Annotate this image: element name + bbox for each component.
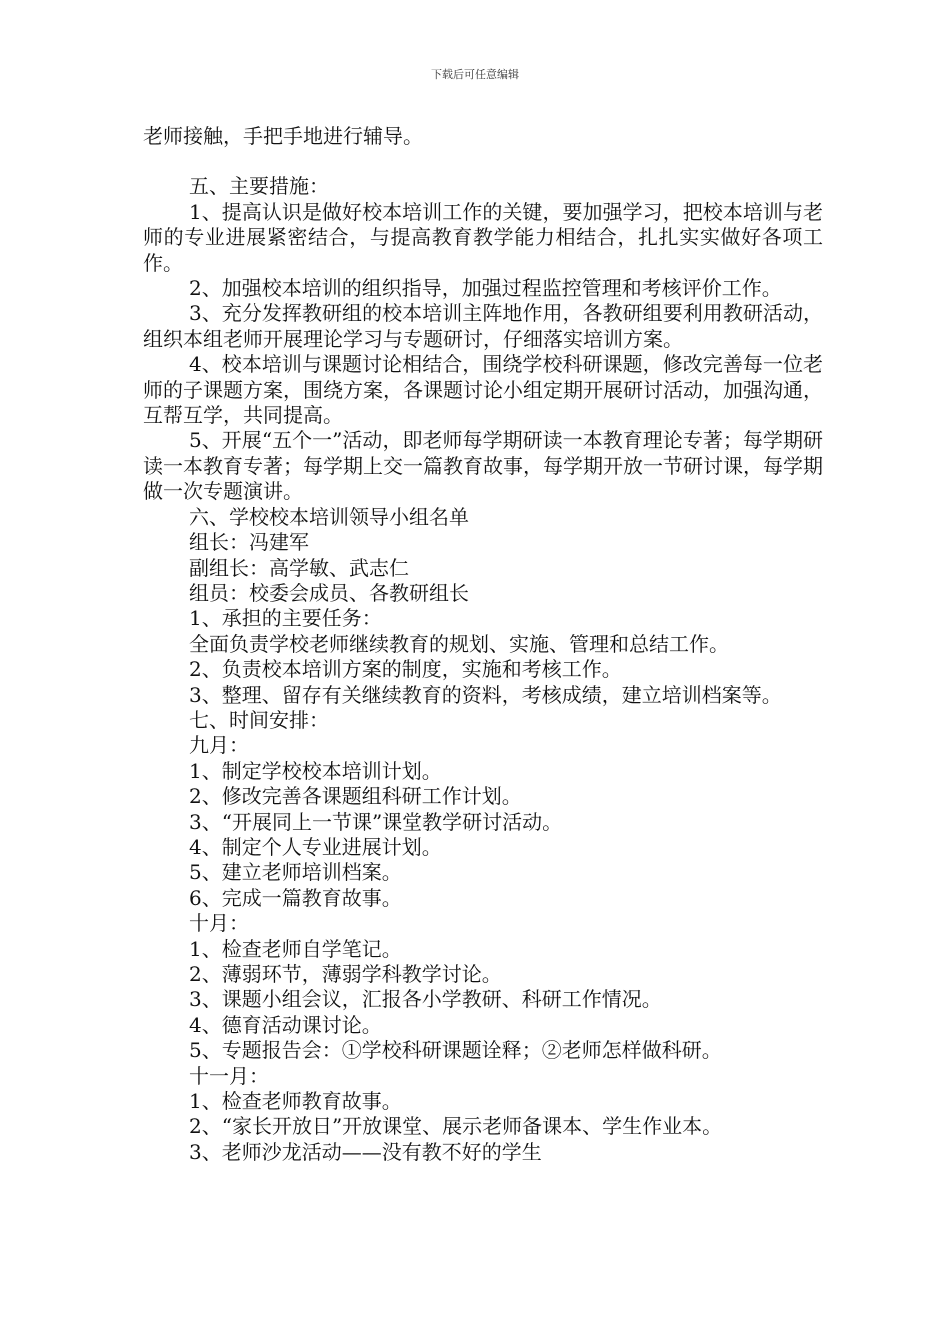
schedule-item: 6、完成一篇教育故事。 [189, 885, 402, 910]
schedule-item: 2、“家长开放日”开放课堂、展示老师备课本、学生作业本。 [189, 1114, 723, 1139]
schedule-item: 3、课题小组会议，汇报各小学教研、科研工作情况。 [189, 987, 662, 1012]
group-members: 组员：校委会成员、各教研组长 [189, 580, 469, 605]
schedule-item: 4、德育活动课讨论。 [189, 1012, 382, 1037]
group-vice-leader: 副组长：高学敏、武志仁 [189, 555, 409, 580]
continuation-paragraph: 老师接触，手把手地进行辅导。 [143, 124, 423, 148]
schedule-item: 5、建立老师培训档案。 [189, 860, 402, 885]
schedule-item: 2、薄弱环节，薄弱学科教学讨论。 [189, 962, 502, 986]
paragraph-gap [143, 149, 823, 174]
page-header: 下载后可任意编辑 [431, 68, 519, 81]
duty-item: 3、整理、留存有关继续教育的资料，考核成绩，建立培训档案等。 [189, 682, 782, 707]
document-body [143, 124, 823, 1165]
schedule-item: 4、制定个人专业进展计划。 [189, 834, 442, 859]
section-7-title: 七、时间安排： [189, 707, 329, 732]
schedule-item: 2、修改完善各课题组科研工作计划。 [189, 784, 522, 809]
section-6-title: 六、学校校本培训领导小组名单 [189, 504, 469, 529]
month-title: 十月： [189, 911, 249, 936]
section-5-item: 3、充分发挥教研组的校本培训主阵地作用，各教研组要利用教研活动，组织本组老师开展理论学习与专题研讨，仔细落实培训方案。 [143, 301, 823, 351]
month-title: 十一月： [189, 1063, 269, 1088]
month-title: 九月： [189, 733, 249, 758]
schedule-item: 1、检查老师教育故事。 [189, 1089, 402, 1114]
duty-item: 2、负责校本培训方案的制度，实施和考核工作。 [189, 657, 622, 682]
schedule-item: 1、制定学校校本培训计划。 [189, 758, 442, 783]
schedule-item: 3、老师沙龙活动——没有教不好的学生 [189, 1139, 542, 1164]
section-5-item: 2、加强校本培训的组织指导，加强过程监控管理和考核评价工作。 [189, 276, 782, 301]
duties-text: 全面负责学校老师继续教育的规划、实施、管理和总结工作。 [189, 631, 729, 656]
schedule-item: 5、专题报告会：①学校科研课题诠释；②老师怎样做科研。 [189, 1038, 722, 1063]
schedule-item: 3、“开展同上一节课”课堂教学研讨活动。 [189, 809, 563, 834]
schedule-item: 1、检查老师自学笔记。 [189, 936, 402, 961]
duties-title: 1、承担的主要任务： [189, 606, 382, 631]
section-5-item: 4、校本培训与课题讨论相结合，围绕学校科研课题，修改完善每一位老师的子课题方案，围绕方案，各课题讨论小组定期开展研讨活动，加强沟通，互帮互学，共同提高。 [143, 352, 823, 428]
section-5-item: 5、开展“五个一”活动，即老师每学期研读一本教育理论专著；每学期研读一本教育专著；每学期上交一篇教育故事，每学期开放一节研讨课，每学期做一次专题演讲。 [143, 428, 823, 504]
section-5-title: 五、主要措施： [189, 174, 329, 199]
section-5-item: 1、提高认识是做好校本培训工作的关键，要加强学习，把校本培训与老师的专业进展紧密结合，与提高教育教学能力相结合，扎扎实实做好各项工作。 [143, 199, 823, 275]
group-leader: 组长：冯建军 [189, 530, 309, 555]
